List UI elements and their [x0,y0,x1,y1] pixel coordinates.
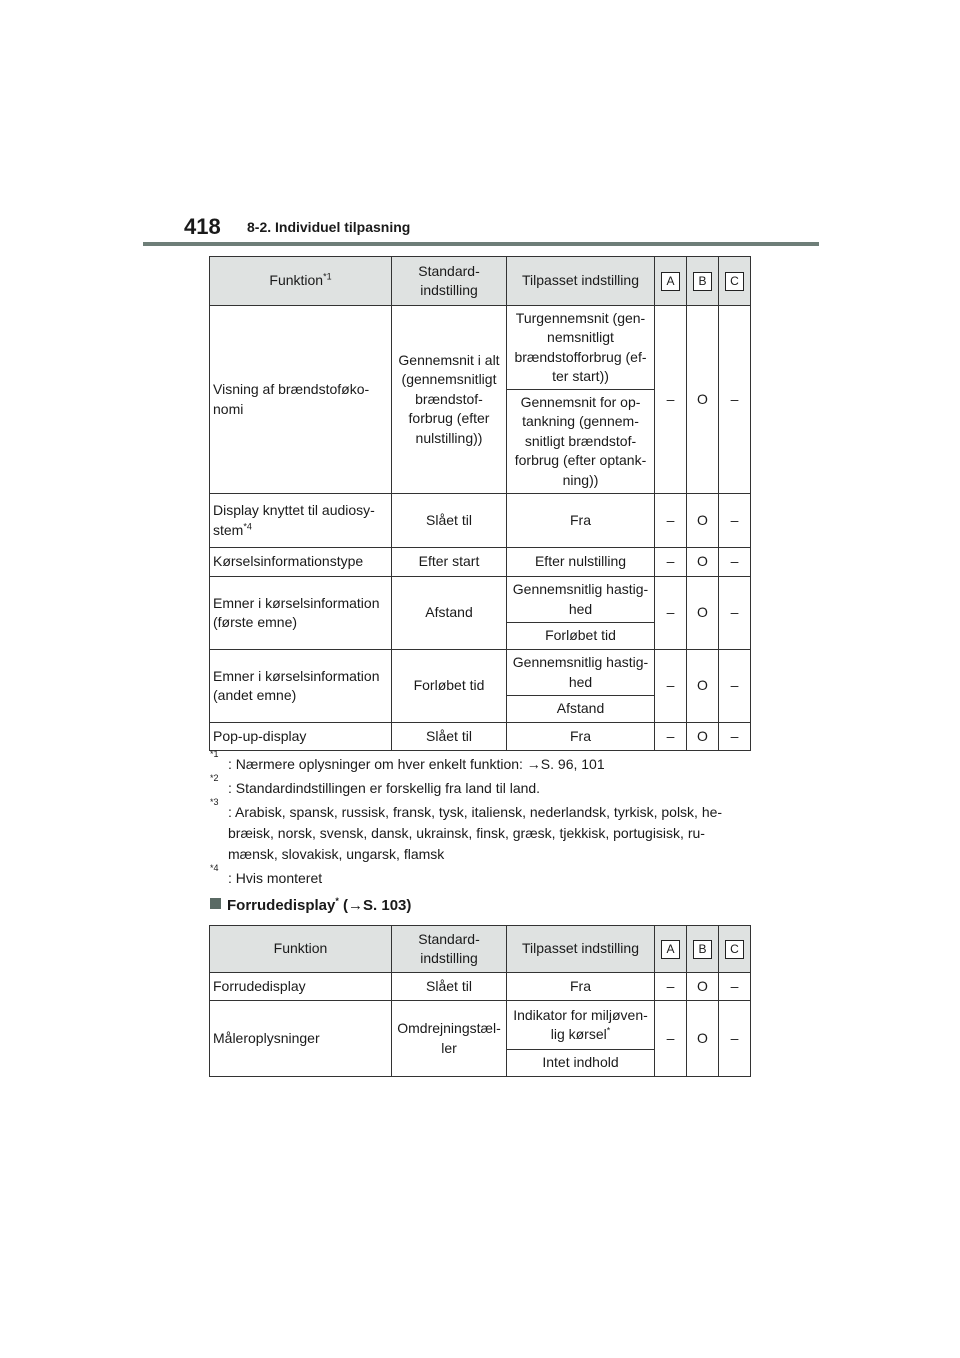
cell-tilpasset: Gennemsnitlig hastig- hed [507,650,655,696]
header-rule [143,242,819,246]
cell-a: – [655,723,687,751]
header-a: A [655,257,687,306]
cell-a: – [655,548,687,577]
cell-c: – [719,723,751,751]
cell-tilpasset: Gennemsnit for op- tankning (gennem- snitligt brændstof- forbrug (efter optank- ning)) [507,390,655,494]
table-row [210,650,751,696]
cell-b: O [687,973,719,1001]
cell-b: O [687,494,719,548]
cell-funktion: Pop-up-display [210,723,392,751]
footnote: *3 : Arabisk, spansk, russisk, fransk, tysk, italiensk, nederlandsk, tyrkisk, polsk, he- bræisk, norsk, svensk, dansk, ukrainsk, finsk, græsk, tjekkisk, portugisisk, ru- mænsk, slovakisk, ungarsk, flamsk [210,797,723,862]
table-row [210,306,751,390]
table-row [210,723,751,751]
cell-tilpasset: Indikator for miljøven- lig kørsel* [507,1001,655,1050]
cell-tilpasset: Fra [507,973,655,1001]
cell-funktion: Display knyttet til audiosy- stem$^{*4}$ [210,494,392,548]
cell-a: – [655,494,687,548]
section-title: 8-2. Individuel tilpasning [247,219,411,235]
cell-tilpasset: Intet indhold [507,1050,655,1077]
cell-standard: Slået til [392,494,507,548]
footnote: *4 : Hvis monteret [210,863,323,886]
cell-standard: Omdrejningstæl- ler [392,1001,507,1077]
cell-funktion: Måleroplysninger [210,1001,392,1077]
cell-c: – [719,548,751,577]
cell-c: – [719,650,751,723]
cell-tilpasset: Turgennemsnit (gen- nemsnitligt brændstofforbrug (ef- ter start)) [507,306,655,390]
header-funktion: Funktion$^{*1}$ [210,257,392,306]
header-b: B [687,257,719,306]
cell-funktion: Emner i kørselsinformation (andet emne) [210,650,392,723]
table-row [210,973,751,1001]
cell-tilpasset: Fra [507,494,655,548]
subheading-forrudedisplay: Forrudedisplay* (→S. 103) [210,897,411,914]
cell-c: – [719,1001,751,1077]
cell-funktion: Kørselsinformationstype [210,548,392,577]
cell-a: – [655,650,687,723]
settings-table-1 [209,256,751,751]
cell-funktion: Forrudedisplay [210,973,392,1001]
cell-tilpasset: Gennemsnitlig hastig- hed [507,577,655,623]
header-tilpasset: Tilpasset indstilling [507,926,655,973]
cell-standard: Forløbet tid [392,650,507,723]
settings-table-2 [209,925,751,1077]
cell-b: O [687,577,719,650]
table-row [210,1001,751,1050]
header-tilpasset: Tilpasset indstilling [507,257,655,306]
header-funktion: Funktion [210,926,392,973]
bullet-square-icon [210,898,221,909]
cell-standard: Efter start [392,548,507,577]
cell-b: O [687,306,719,494]
table-header-row [210,257,751,306]
footnote: *1 : Nærmere oplysninger om hver enkelt funktion: →S. 96, 101 [210,749,605,772]
cell-c: – [719,973,751,1001]
cell-tilpasset: Fra [507,723,655,751]
cell-c: – [719,577,751,650]
page-number: 418 [184,214,221,239]
cell-c: – [719,306,751,494]
header-c: C [719,257,751,306]
cell-standard: Slået til [392,973,507,1001]
table-row [210,548,751,577]
cell-b: O [687,1001,719,1077]
cell-tilpasset: Efter nulstilling [507,548,655,577]
header-standard: Standard- indstilling [392,257,507,306]
cell-a: – [655,1001,687,1077]
cell-a: – [655,306,687,494]
header-c: C [719,926,751,973]
header-standard: Standard- indstilling [392,926,507,973]
table-header-row [210,926,751,973]
header-b: B [687,926,719,973]
cell-b: O [687,723,719,751]
table-row [210,494,751,548]
footnote: *2 : Standardindstillingen er forskellig fra land til land. [210,773,541,796]
table-row [210,577,751,623]
cell-a: – [655,577,687,650]
cell-standard: Gennemsnit i alt (gennemsnitligt brændstof- forbrug (efter nulstilling)) [392,306,507,494]
cell-standard: Afstand [392,577,507,650]
cell-b: O [687,650,719,723]
cell-funktion: Visning af brændstoføko- nomi [210,306,392,494]
cell-c: – [719,494,751,548]
cell-tilpasset: Afstand [507,696,655,723]
cell-b: O [687,548,719,577]
header-a: A [655,926,687,973]
cell-tilpasset: Forløbet tid [507,623,655,650]
cell-standard: Slået til [392,723,507,751]
cell-a: – [655,973,687,1001]
cell-funktion: Emner i kørselsinformation (første emne) [210,577,392,650]
footnotes [210,749,750,892]
